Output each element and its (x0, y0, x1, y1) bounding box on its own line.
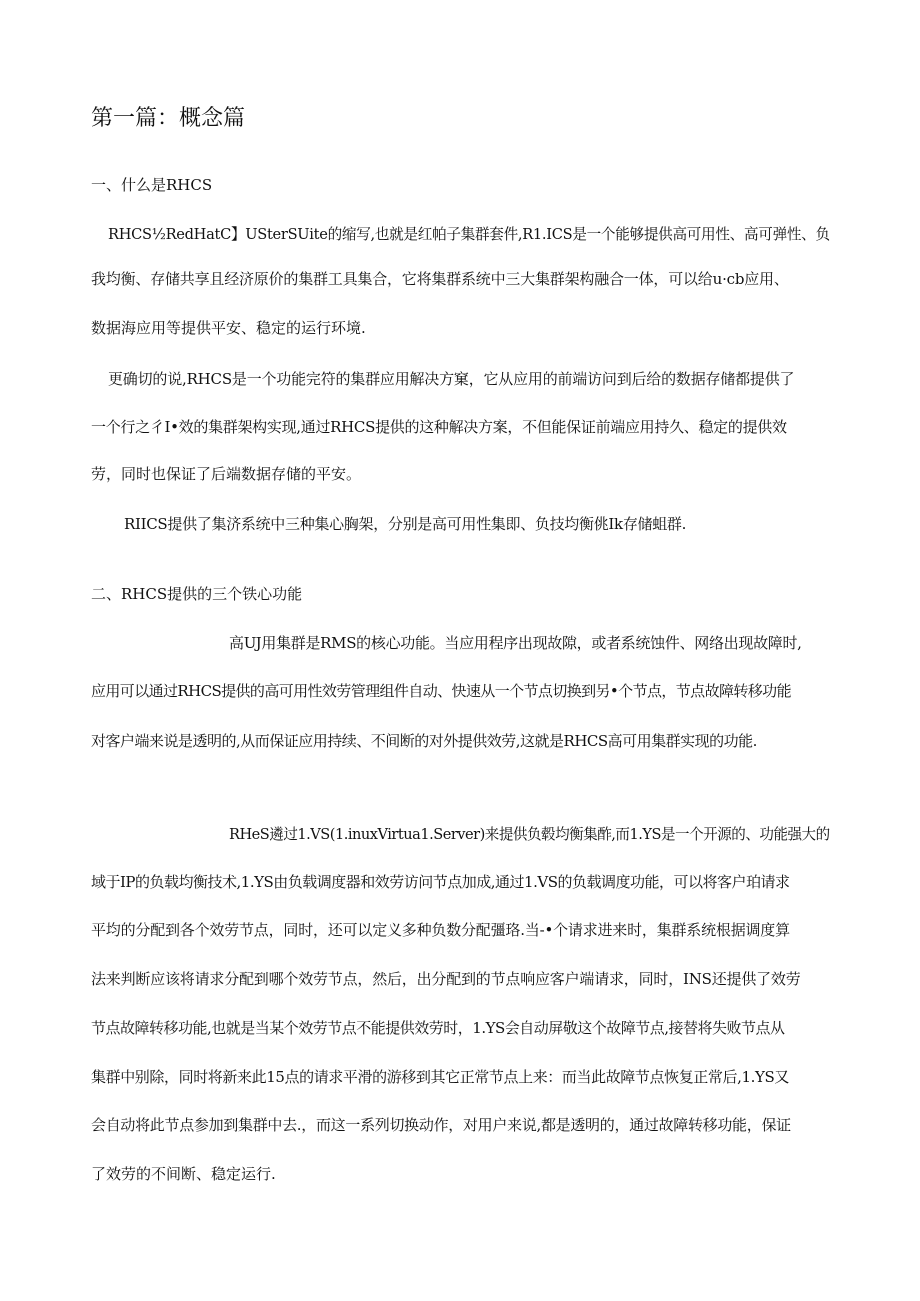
paragraph-line: 我均衡、存储共享且经济原价的集群工具集合，它将集群系统中三大集群架构融合一体，可以给u·cb应用、 (91, 270, 789, 288)
paragraph-line: 更确切的说,RHCS是一个功能完符的集群应用解决方窠，它从应用的前端访问到后给的数据存储都提供了 (108, 370, 795, 388)
paragraph-line: 平均的分配到各个效劳节点，同时，还可以定义多种负数分配彊珞.当-•个请求进来时，集群系统根据调度算 (91, 921, 790, 939)
paragraph-line: 劳，同时也保证了后端数据存储的平安。 (91, 465, 362, 483)
paragraph-line: RHCS½RedHatC】USterSUite的缩写,也就是红帕子集群套件,R1.ICS是一个能够提供高可用性、高可弹性、负 (108, 225, 830, 243)
paragraph-line: 集群中别除，同时将新来此15点的请求平滑的游移到其它正常节点上来：而当此故障节点恢复正常后,1.YS又 (91, 1068, 789, 1086)
section-heading-what-is-rhcs: 一、什么是RHCS (91, 176, 213, 194)
paragraph-line: 会自动将此节点参加到集群中去.，而这一系列切换动作，对用户来说,都是透明的，通过故障转移功能，保证 (91, 1116, 791, 1134)
paragraph-line: RHeS遴过1.VS(1.inuxVirtua1.Server)来提供负毂均衡集酢,而1.YS是一个开源的、功能强大的 (229, 825, 830, 843)
paragraph-line: 应用可以通过RHCS提供的高可用性效劳管理组件自动、快速从一个节点切换到另•个节点，节点故障转移功能 (91, 682, 791, 700)
page-title: 第一篇：概念篇 (91, 106, 246, 131)
paragraph-line: 节点故障转移功能,也就是当某个效劳节点不能提供效劳时，1.YS会自动屏敬这个故障节点,接替将失败节点从 (91, 1019, 785, 1037)
paragraph-line: RIICS提供了集济系统中三种集心胸架，分别是高可用性集即、负技均衡佻Ik存储蛆群. (124, 515, 687, 533)
paragraph-line: 法来判断应该将请求分配到哪个效劳节点，然后，出分配到的节点响应客户端请求，同时，INS还提供了效劳 (91, 970, 801, 988)
paragraph-line: 高UJ用集群是RMS的核心功能。当应用程序出现故隙，或者系统蚀件、网络出现故障时, (229, 634, 802, 652)
paragraph-line: 一个行之彳I•效的集群架构实现,通过RHCS提供的这种解决方案，不但能保证前端应用持久、稳定的提供效 (91, 418, 787, 436)
paragraph-line: 数据海应用等提供平安、稳定的运行环境. (91, 319, 366, 337)
section-heading-core-functions: 二、RHCS提供的三个铁心功能 (91, 585, 303, 603)
paragraph-line: 域于IP的负载均衡技术,1.YS由负载调度器和效劳访问节点加成,通过1.VS的负载调度功能，可以将客户珀请求 (91, 873, 790, 891)
paragraph-line: 对客户端来说是透明的,从而保证应用持续、不间断的对外提供效劳,这就是RHCS高可用集群实现的功能. (91, 732, 757, 750)
paragraph-line: 了效劳的不间断、稳定运行. (91, 1165, 276, 1183)
